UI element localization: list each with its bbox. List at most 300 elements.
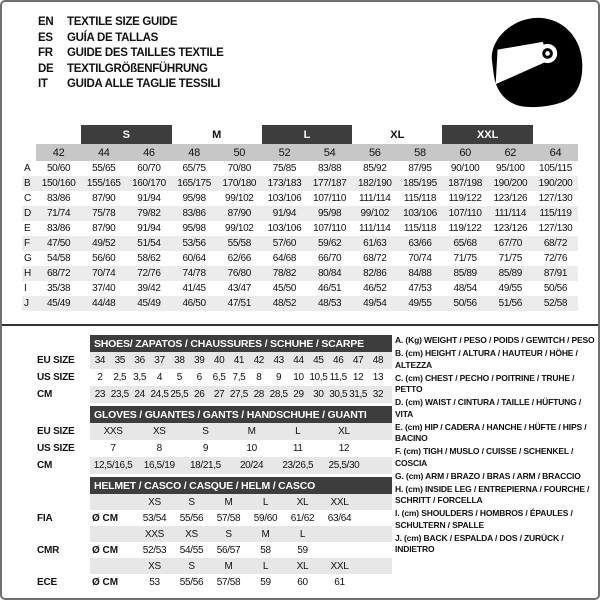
table-cell: 155/165: [86, 178, 121, 189]
row-label: CMR: [37, 544, 60, 556]
table-cell: XS: [185, 528, 198, 540]
table-cell: 71/75: [453, 253, 477, 264]
measure-row-a: [22, 161, 578, 176]
table-cell: 61/63: [363, 238, 387, 249]
table-cell: 59: [260, 576, 271, 588]
table-cell: 95/98: [317, 208, 342, 219]
table-cell: 59/60: [253, 512, 278, 524]
table-cell: 6: [196, 372, 202, 383]
table-cell: 43/47: [227, 283, 251, 294]
table-cell: 49/52: [92, 238, 116, 249]
table-cell: 119/122: [448, 223, 482, 234]
table-cell: 38: [174, 355, 185, 366]
table-cell: 45/49: [46, 298, 71, 309]
table-cell: 51/56: [498, 298, 522, 309]
table-cell: 53/56: [182, 238, 206, 249]
table-cell: 23,5: [110, 389, 129, 400]
row-values: [90, 352, 392, 369]
table-cell: 58/62: [137, 253, 161, 264]
table-cell: 57/60: [272, 238, 297, 249]
table-cell: 173/183: [267, 178, 302, 189]
table-cell: 52/58: [543, 298, 568, 309]
table-cell: 119/122: [448, 193, 482, 204]
table-cell: 48/52: [272, 298, 297, 309]
table-cell: 53/54: [142, 512, 167, 524]
table-cell: 49/55: [498, 283, 522, 294]
size-col-42: 42: [52, 146, 65, 159]
table-cell: S: [188, 496, 195, 508]
table-cell: 85/92: [363, 163, 387, 174]
guide-title-es: GUÍA DE TALLAS: [67, 31, 158, 44]
table-cell: 16,5/19: [143, 460, 175, 471]
legend-item: J. (cm) BACK / ESPALDA / DOS / ZURÜCK / INDIETRO: [395, 532, 564, 554]
size-band-xxl: XXL: [442, 125, 532, 144]
table-cell: 83/86: [46, 223, 71, 234]
size-band-m: M: [212, 128, 222, 141]
language-code: EN: [38, 16, 54, 28]
table-cell: XXS: [103, 426, 123, 437]
table-cell: 127/130: [538, 193, 573, 204]
table-cell: 44: [293, 355, 304, 366]
table-cell: 43: [273, 355, 284, 366]
table-cell: 99/102: [225, 193, 254, 204]
shoes-table-title: SHOES/ ZAPATOS / CHAUSSURES / SCHUHE / SCARPE: [90, 335, 392, 352]
size-col-44: 44: [97, 146, 110, 159]
table-cell: 27,5: [229, 389, 248, 400]
table-cell: 25,5: [170, 389, 189, 400]
table-cell: 5: [176, 372, 182, 383]
table-cell: 47/53: [408, 283, 432, 294]
band-spacer: [533, 125, 578, 144]
row-values: [90, 510, 392, 526]
table-cell: 72/76: [137, 268, 161, 279]
helmet-row: [22, 558, 392, 574]
table-cell: 10: [293, 372, 304, 383]
table-cell: 70/74: [92, 268, 116, 279]
table-cell: S: [202, 426, 209, 437]
legend-item: B. (cm) HEIGHT / ALTURA / HAUTEUR / HÖHE / ALTEZZA: [395, 348, 578, 370]
table-cell: 185/195: [403, 178, 437, 189]
table-cell: 50/60: [46, 163, 71, 174]
size-col-60: 60: [459, 146, 471, 159]
table-cell: 55/56: [179, 576, 204, 588]
legend-item: H. (cm) INSIDE LEG / ENTREPIERNA / FOURCHE / SCHRITT / FORCELLA: [395, 483, 590, 505]
table-cell: 182/190: [357, 178, 392, 189]
table-cell: L: [299, 528, 306, 540]
helmet-row: [22, 542, 392, 558]
table-cell: M: [224, 560, 233, 572]
table-cell: 65/68: [453, 238, 477, 249]
table-cell: 71/74: [46, 208, 71, 219]
table-cell: 83/86: [182, 208, 206, 219]
language-row: [38, 77, 224, 93]
table-cell: 8: [156, 443, 162, 454]
table-cell: 150/160: [41, 178, 76, 189]
language-list: [38, 15, 224, 93]
table-cell: 10: [246, 443, 257, 454]
table-cell: M: [224, 496, 233, 508]
row-label: F: [24, 238, 31, 249]
row-label: B: [24, 178, 31, 189]
table-cell: 66/70: [317, 253, 342, 264]
table-cell: XXL: [330, 496, 349, 508]
table-cell: 56/57: [216, 544, 241, 556]
diameter-cm-label: Ø CM: [92, 576, 119, 588]
measure-row-b: [22, 176, 578, 191]
row-values: [90, 457, 392, 474]
table-cell: XS: [152, 426, 166, 437]
table-cell: 55/56: [179, 512, 204, 524]
table-cell: 80/84: [317, 268, 342, 279]
table-cell: 41/45: [182, 283, 206, 294]
table-cell: 23: [94, 389, 106, 400]
table-cell: 71/75: [498, 253, 522, 264]
table-cell: 87/90: [92, 223, 116, 234]
guide-title-en: TEXTILE SIZE GUIDE: [67, 16, 178, 28]
gloves-table-row: [22, 457, 392, 474]
table-cell: 58: [260, 544, 271, 556]
table-cell: 59: [297, 544, 308, 556]
row-label: E: [24, 223, 31, 234]
size-col-46: 46: [143, 146, 155, 159]
table-cell: 83/88: [317, 163, 342, 174]
table-cell: 45/49: [137, 298, 161, 309]
table-cell: 91/94: [137, 193, 161, 204]
table-cell: 87/90: [92, 193, 116, 204]
table-cell: 11: [292, 443, 303, 454]
row-label: US SIZE: [37, 372, 75, 383]
table-cell: 53: [149, 576, 160, 588]
table-cell: 187/198: [448, 178, 482, 189]
size-band-row: [36, 125, 578, 144]
language-code: FR: [38, 47, 53, 59]
size-col-56: 56: [368, 146, 381, 159]
table-cell: 170/180: [222, 178, 257, 189]
table-cell: 190/200: [493, 178, 528, 189]
table-cell: 107/110: [313, 223, 347, 234]
table-cell: 65/75: [182, 163, 206, 174]
measure-row-d: [22, 206, 578, 221]
gloves-table-title: GLOVES / GUANTES / GANTS / HANDSCHUHE / GUANTI: [90, 406, 392, 423]
legend-item: G. (cm) ARM / BRAZO / BRAS / ARM / BRACCIO: [395, 470, 581, 481]
table-cell: 48: [372, 355, 384, 366]
table-cell: 67/70: [498, 238, 522, 249]
row-values: [90, 386, 392, 403]
row-values: [90, 423, 392, 440]
helmet-row: [22, 526, 392, 542]
table-cell: 85/89: [498, 268, 522, 279]
table-cell: XS: [148, 560, 161, 572]
table-cell: 7,5: [232, 372, 246, 383]
table-cell: 190/200: [538, 178, 573, 189]
row-label: CM: [37, 460, 53, 471]
language-row: [38, 31, 224, 47]
table-cell: L: [262, 496, 269, 508]
table-cell: 50/56: [453, 298, 477, 309]
legend-item: C. (cm) CHEST / PECHO / POITRINE / TRUHE / PETTO: [395, 372, 575, 394]
table-cell: L: [295, 426, 301, 437]
table-cell: 36: [134, 355, 145, 366]
table-cell: 31,5: [349, 389, 368, 400]
table-cell: 84/88: [408, 268, 432, 279]
helmet-icon: [484, 15, 590, 115]
table-cell: 111/114: [494, 208, 527, 219]
row-label: ECE: [37, 576, 57, 588]
shoes-table-row: [22, 369, 392, 386]
table-cell: 45/50: [272, 283, 297, 294]
table-cell: 50/56: [543, 283, 568, 294]
spacer: [22, 406, 90, 423]
table-cell: 3,5: [133, 372, 147, 383]
table-cell: 27: [213, 389, 225, 400]
table-cell: 25,5/30: [328, 460, 360, 471]
table-cell: 95/98: [182, 193, 206, 204]
diameter-cm-label: Ø CM: [92, 512, 119, 524]
table-cell: 91/94: [137, 223, 161, 234]
table-cell: 103/106: [267, 193, 302, 204]
gloves-table-row: [22, 440, 392, 457]
table-cell: 165/175: [177, 178, 211, 189]
table-cell: 72/76: [543, 253, 568, 264]
table-cell: 8: [256, 372, 262, 383]
table-cell: 56/60: [92, 253, 116, 264]
table-cell: 49/54: [363, 298, 387, 309]
row-values: [90, 558, 392, 574]
table-cell: L: [262, 560, 269, 572]
row-label: US SIZE: [37, 443, 75, 454]
size-col-62: 62: [504, 146, 517, 159]
table-cell: 78/82: [272, 268, 297, 279]
table-cell: 57/58: [216, 512, 241, 524]
size-col-58: 58: [414, 146, 426, 159]
table-cell: 29: [293, 389, 304, 400]
lower-tables: [22, 335, 392, 593]
diameter-cm-label: Ø CM: [92, 544, 119, 556]
table-cell: 103/106: [267, 223, 302, 234]
language-code: DE: [38, 62, 54, 75]
table-cell: 79/82: [137, 208, 161, 219]
table-cell: 46/50: [182, 298, 206, 309]
table-cell: 68/72: [363, 253, 387, 264]
size-col-50: 50: [233, 146, 246, 159]
table-cell: 99/102: [225, 223, 254, 234]
table-cell: 42: [253, 355, 265, 366]
shoes-table-row: [22, 352, 392, 369]
table-cell: 45: [313, 355, 324, 366]
legend-item: A. (Kg) WEIGHT / PESO / POIDS / GEWITCH / PESO: [395, 335, 595, 345]
guide-title-fr: GUIDE DES TAILLES TEXTILE: [67, 47, 224, 59]
table-cell: 55/58: [227, 238, 251, 249]
divider-line: [2, 324, 598, 326]
table-cell: 9: [202, 443, 209, 454]
table-cell: S: [188, 560, 195, 572]
table-cell: 60/70: [137, 163, 161, 174]
table-cell: 75/78: [92, 208, 116, 219]
spacer: [22, 335, 90, 352]
table-cell: 23/26,5: [282, 460, 314, 471]
table-cell: 54/58: [46, 253, 71, 264]
table-cell: 57/58: [216, 576, 241, 588]
table-cell: 105/115: [538, 163, 572, 174]
helmet-row: [22, 510, 392, 526]
row-label: FIA: [37, 512, 53, 524]
language-row: [38, 62, 224, 78]
table-cell: 95/100: [496, 163, 525, 174]
table-cell: 47: [352, 355, 364, 366]
table-cell: 24,5: [150, 389, 169, 400]
table-cell: 37/40: [92, 283, 116, 294]
size-band-xl: XL: [390, 128, 405, 141]
table-cell: 74/78: [182, 268, 206, 279]
table-cell: 46: [333, 355, 344, 366]
table-cell: 59/62: [317, 238, 342, 249]
row-values: [90, 494, 392, 510]
table-cell: M: [261, 528, 270, 540]
gloves-table-title-row: [22, 406, 392, 423]
helmet-table-title-row: [22, 477, 392, 494]
table-cell: S: [225, 528, 232, 540]
row-label: D: [24, 208, 32, 219]
size-col-48: 48: [188, 146, 200, 159]
shoes-table-title-row: [22, 335, 392, 352]
measure-row-g: [22, 251, 578, 266]
table-cell: 30,5: [329, 389, 348, 400]
row-values: [90, 440, 392, 457]
main-size-table: [22, 125, 578, 311]
language-code: IT: [38, 78, 48, 90]
table-cell: 103/106: [403, 208, 437, 219]
table-cell: 55/65: [92, 163, 116, 174]
table-cell: 111/114: [359, 193, 391, 204]
table-cell: 35: [114, 355, 125, 366]
table-cell: 37: [154, 355, 165, 366]
row-label: G: [24, 253, 32, 264]
table-cell: 127/130: [538, 223, 573, 234]
table-cell: 48/53: [317, 298, 342, 309]
table-cell: 39: [194, 355, 205, 366]
row-label: CM: [37, 389, 53, 400]
measure-row-f: [22, 236, 578, 251]
table-cell: 62/66: [227, 253, 251, 264]
table-cell: 95/98: [182, 223, 206, 234]
table-cell: 91/94: [272, 208, 297, 219]
table-cell: 60/64: [182, 253, 206, 264]
table-cell: 54/55: [179, 544, 204, 556]
size-header-row: [36, 144, 578, 161]
table-cell: 85/89: [453, 268, 477, 279]
table-cell: 12: [338, 443, 350, 454]
table-cell: 99/102: [360, 208, 390, 219]
table-cell: XL: [338, 426, 350, 437]
measure-row-i: [22, 281, 578, 296]
table-cell: 123/126: [493, 193, 528, 204]
spacer: [22, 477, 90, 494]
table-cell: 83/86: [46, 193, 71, 204]
table-cell: 41: [233, 355, 245, 366]
table-cell: 2: [97, 372, 103, 383]
table-cell: 63/66: [408, 238, 432, 249]
helmet-table: [22, 477, 392, 590]
table-cell: 32: [372, 389, 384, 400]
helmet-table-title: HELMET / CASCO / CASQUE / HELM / CASCO: [90, 477, 392, 494]
table-cell: 177/187: [312, 178, 347, 189]
table-cell: XL: [296, 560, 309, 572]
row-label: H: [24, 268, 32, 279]
table-cell: 115/118: [403, 223, 437, 234]
table-cell: 18/21,5: [189, 460, 221, 471]
table-cell: 34: [94, 355, 106, 366]
table-cell: 60: [297, 576, 308, 588]
legend-item: E. (cm) HIP / CADERA / HANCHE / HÜFTE / HIPS / BACINO: [395, 421, 587, 443]
table-cell: 6,5: [212, 372, 226, 383]
table-cell: 70/74: [408, 253, 432, 264]
table-cell: 28: [253, 389, 265, 400]
table-cell: 12: [352, 372, 364, 383]
row-label: I: [24, 283, 27, 294]
table-cell: XL: [296, 496, 309, 508]
measure-row-j: [22, 296, 578, 311]
table-cell: 28,5: [269, 389, 288, 400]
table-cell: 111/114: [359, 223, 391, 234]
table-cell: M: [247, 426, 256, 437]
row-label: A: [24, 163, 31, 174]
table-cell: 9: [276, 372, 282, 383]
measure-row-h: [22, 266, 578, 281]
table-cell: 115/119: [539, 208, 572, 219]
row-label: [22, 558, 90, 574]
row-label: C: [24, 193, 32, 204]
table-cell: XXS: [144, 528, 165, 540]
table-cell: 115/118: [403, 193, 437, 204]
legend-item: F. (cm) TIGH / MUSLO / CUISSE / SCHENKEL / COSCIA: [395, 446, 574, 468]
guide-title-de: TEXTILGRÖßENFÜHRUNG: [67, 62, 208, 75]
table-cell: 44/48: [92, 298, 116, 309]
language-code: ES: [38, 31, 53, 44]
table-cell: 61: [334, 576, 345, 588]
table-cell: 82/86: [363, 268, 387, 279]
table-cell: 26: [194, 389, 205, 400]
table-cell: 52/53: [142, 544, 167, 556]
table-cell: 46/51: [317, 283, 342, 294]
table-cell: 7: [110, 443, 116, 454]
table-cell: 30: [313, 389, 324, 400]
table-cell: 40: [213, 355, 225, 366]
table-cell: 51/54: [137, 238, 161, 249]
row-label: J: [24, 298, 29, 309]
table-cell: 68/72: [46, 268, 71, 279]
language-row: [38, 15, 224, 31]
table-cell: 107/110: [313, 193, 347, 204]
legend-item: I. (cm) SHOULDERS / HOMBROS / ÉPAULES / SCHULTERN / SPALLE: [395, 508, 573, 530]
table-cell: 68/72: [543, 238, 568, 249]
table-cell: 61/62: [290, 512, 315, 524]
size-col-64: 64: [549, 146, 562, 159]
table-cell: 63/64: [327, 512, 352, 524]
table-cell: 4: [156, 372, 163, 383]
measure-row-c: [22, 191, 578, 206]
shoes-table: [22, 335, 392, 403]
table-cell: 47/51: [227, 298, 251, 309]
table-cell: 160/170: [132, 178, 166, 189]
measure-row-e: [22, 221, 578, 236]
table-cell: 87/91: [543, 268, 568, 279]
band-spacer: [36, 125, 81, 144]
helmet-row: [22, 494, 392, 510]
table-cell: 10,5: [309, 372, 328, 383]
helmet-row: [22, 574, 392, 590]
table-cell: 107/110: [448, 208, 482, 219]
table-cell: 49/55: [408, 298, 432, 309]
